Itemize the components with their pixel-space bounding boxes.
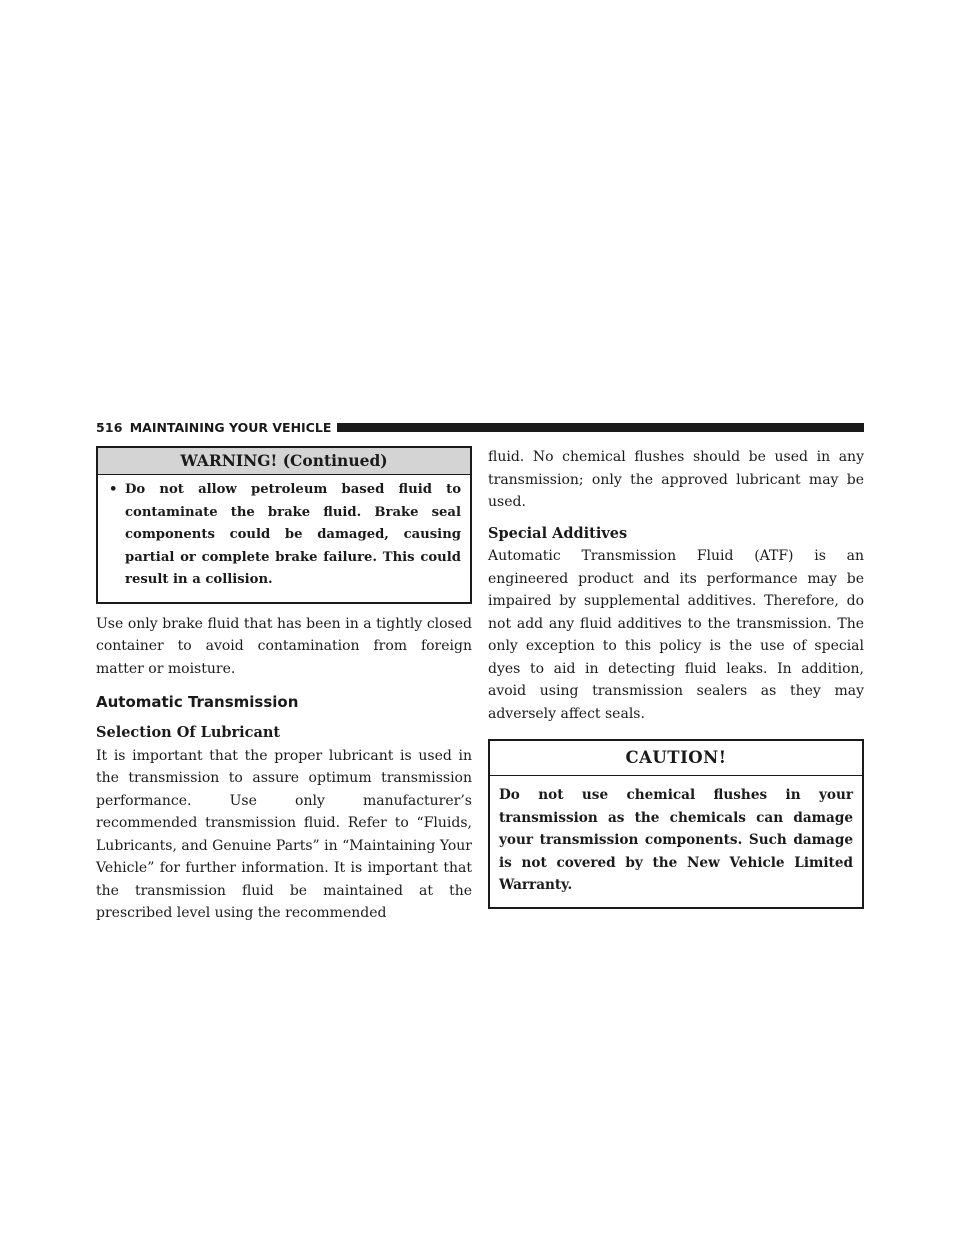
warning-bullet-item	[107, 479, 461, 592]
caution-box	[488, 739, 864, 909]
right-column	[488, 446, 864, 909]
subheading-special-additives: Special Additives	[488, 524, 628, 542]
caution-text: Do not use chemical flushes in your transmission as the chemicals can damage your transmission components. Such damage is not covered by the New Vehicle Limited Warranty.	[499, 787, 853, 893]
warning-title: WARNING! (Continued)	[98, 448, 470, 475]
continued-paragraph: fluid. No chemical flushes should be used in any transmission; only the approved lubricant may be used.	[488, 449, 864, 510]
additives-paragraph: Automatic Transmission Fluid (ATF) is an engineered product and its performance may be impaired by supplemental additives. Therefore, do not add any fluid additives to the transmission. The only exception to this policy is the use of special dyes to aid in detecting fluid leaks. In addition, avoid using transmission sealers as they may adversely affect seals.	[488, 548, 864, 722]
warning-box	[96, 446, 472, 604]
brake-fluid-paragraph: Use only brake fluid that has been in a tightly closed container to avoid contamination from foreign matter or moisture.	[96, 615, 472, 677]
left-column	[96, 446, 472, 925]
subheading-selection-of-lubricant: Selection Of Lubricant	[96, 724, 281, 741]
warning-bullet-text: Do not allow petroleum based fluid to contaminate the brake fluid. Brake seal components could be damaged, causing partial or complete brake failure. This could result in a collision.	[125, 482, 461, 587]
warning-body	[98, 475, 470, 602]
section-title: MAINTAINING YOUR VEHICLE	[129, 419, 332, 435]
header-rule	[337, 423, 864, 432]
caution-title: CAUTION!	[490, 741, 862, 776]
page-header	[96, 418, 864, 436]
section-heading-automatic-transmission: Automatic Transmission	[96, 693, 299, 711]
bullet-icon: •	[109, 482, 118, 497]
page-number: 516	[96, 419, 123, 435]
lubricant-paragraph: It is important that the proper lubricant is used in the transmission to assure optimum transmission performance. Use only manufacturer’s recommended transmission fluid. Refer to “Fluids, Lubricants, and Genuine Parts” in “Maintaining Your Vehicle” for further information. It is important that the transmission fluid be maintained at the prescribed level using the recommended	[96, 747, 472, 921]
